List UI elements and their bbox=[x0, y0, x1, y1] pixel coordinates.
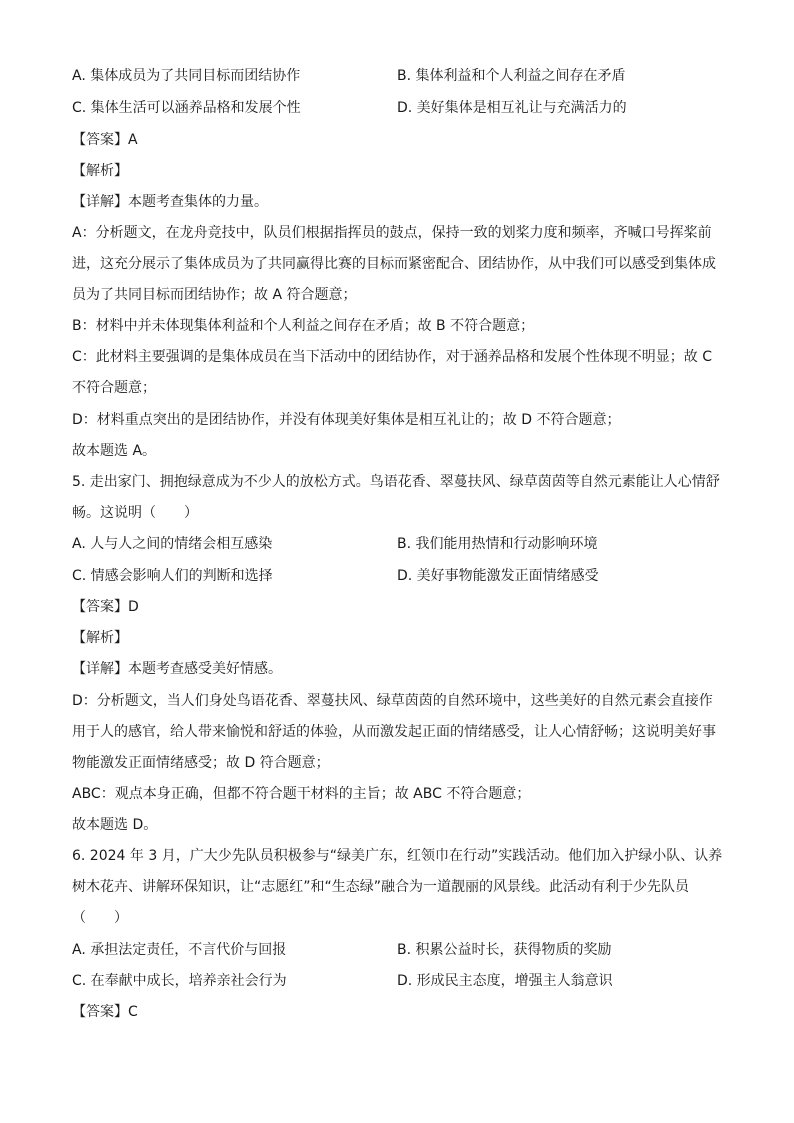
q6-option-c: C. 在奉献中成长，培养亲社会行为 bbox=[72, 973, 287, 989]
q4-explain-line: 进，这充分展示了集体成员为了共同赢得比赛的目标而紧密配合、团结协作，从中我们可以感受到集体成 bbox=[72, 256, 716, 272]
q5-stem-line: 5. 走出家门、拥抱绿意成为不少人的放松方式。鸟语花香、翠蔓扶风、绿草茵茵等自然元素能让人心情舒 bbox=[72, 474, 720, 490]
q6-stem-line: 6. 2024 年 3 月，广大少先队员积极参与“绿美广东，红领巾在行动”实践活动。他们加入护绿小队、认养 bbox=[72, 848, 723, 864]
q4-option-row-2 bbox=[72, 98, 732, 118]
q4-explain-line: 不符合题意； bbox=[72, 380, 156, 396]
q4-explain-line: D：材料重点突出的是团结协作，并没有体现美好集体是相互礼让的；故 D 不符合题意； bbox=[72, 412, 621, 428]
q5-option-row-1 bbox=[72, 534, 732, 554]
q5-explain-line: D：分析题文，当人们身处鸟语花香、翠蔓扶风、绿草茵茵的自然环境中，这些美好的自然元素会直接作 bbox=[72, 693, 713, 709]
q4-analysis-label: 【解析】 bbox=[72, 163, 128, 179]
q6-option-b: B. 积累公益时长，获得物质的奖励 bbox=[397, 942, 612, 958]
q6-option-a: A. 承担法定责任，不言代价与回报 bbox=[72, 942, 287, 958]
q5-analysis-label: 【解析】 bbox=[72, 630, 128, 646]
q6-answer: 【答案】C bbox=[72, 1004, 138, 1020]
q5-option-a: A. 人与人之间的情绪会相互感染 bbox=[72, 536, 273, 552]
q5-explain-line: ABC：观点本身正确，但都不符合题干材料的主旨；故 ABC 不符合题意； bbox=[72, 786, 531, 802]
q6-stem-line: （ ） bbox=[72, 910, 128, 926]
q4-option-d: D. 美好集体是相互礼让与充满活力的 bbox=[397, 100, 627, 116]
q5-explain-line: 用于人的感官，给人带来愉悦和舒适的体验，从而激发起正面的情绪感受，让人心情舒畅；这说明美好事 bbox=[72, 724, 716, 740]
q4-option-a: A. 集体成员为了共同目标而团结协作 bbox=[72, 68, 301, 84]
q4-explain-line: 员为了共同目标而团结协作；故 A 符合题意； bbox=[72, 287, 357, 303]
q4-option-c: C. 集体生活可以涵养品格和发展个性 bbox=[72, 100, 301, 116]
q6-option-row-1 bbox=[72, 940, 732, 960]
q5-option-c: C. 情感会影响人们的判断和选择 bbox=[72, 568, 273, 584]
q4-answer: 【答案】A bbox=[72, 132, 138, 148]
q6-option-row-2 bbox=[72, 971, 732, 991]
q6-stem-line: 树木花卉、讲解环保知识，让“志愿红”和“生态绿”融合为一道靓丽的风景线。此活动有利于少先队员 bbox=[72, 879, 690, 895]
q4-explain-line: C：此材料主要强调的是集体成员在当下活动中的团结协作，对于涵养品格和发展个性体现不明显；故 C bbox=[72, 349, 712, 365]
q4-detail: 【详解】本题考查集体的力量。 bbox=[72, 194, 268, 210]
q5-detail: 【详解】本题考查感受美好情感。 bbox=[72, 661, 282, 677]
q5-answer: 【答案】D bbox=[72, 599, 139, 615]
q6-option-d: D. 形成民主态度，增强主人翁意识 bbox=[397, 973, 613, 989]
q5-option-d: D. 美好事物能激发正面情绪感受 bbox=[397, 568, 599, 584]
q4-option-b: B. 集体利益和个人利益之间存在矛盾 bbox=[397, 68, 626, 84]
q4-explain-line: B：材料中并未体现集体利益和个人利益之间存在矛盾；故 B 不符合题意； bbox=[72, 318, 535, 334]
q5-option-row-2 bbox=[72, 566, 732, 586]
q5-explain-line: 故本题选 D。 bbox=[72, 817, 158, 833]
q5-explain-line: 物能激发正面情绪感受；故 D 符合题意； bbox=[72, 755, 330, 771]
q4-explain-line: A：分析题文，在龙舟竞技中，队员们根据指挥员的鼓点，保持一致的划桨力度和频率，齐喊口号挥桨前 bbox=[72, 225, 712, 241]
q4-option-row-1 bbox=[72, 66, 732, 86]
q5-stem-line: 畅。这说明（ ） bbox=[72, 505, 198, 521]
q5-option-b: B. 我们能用热情和行动影响环境 bbox=[397, 536, 598, 552]
q4-explain-line: 故本题选 A。 bbox=[72, 443, 157, 459]
